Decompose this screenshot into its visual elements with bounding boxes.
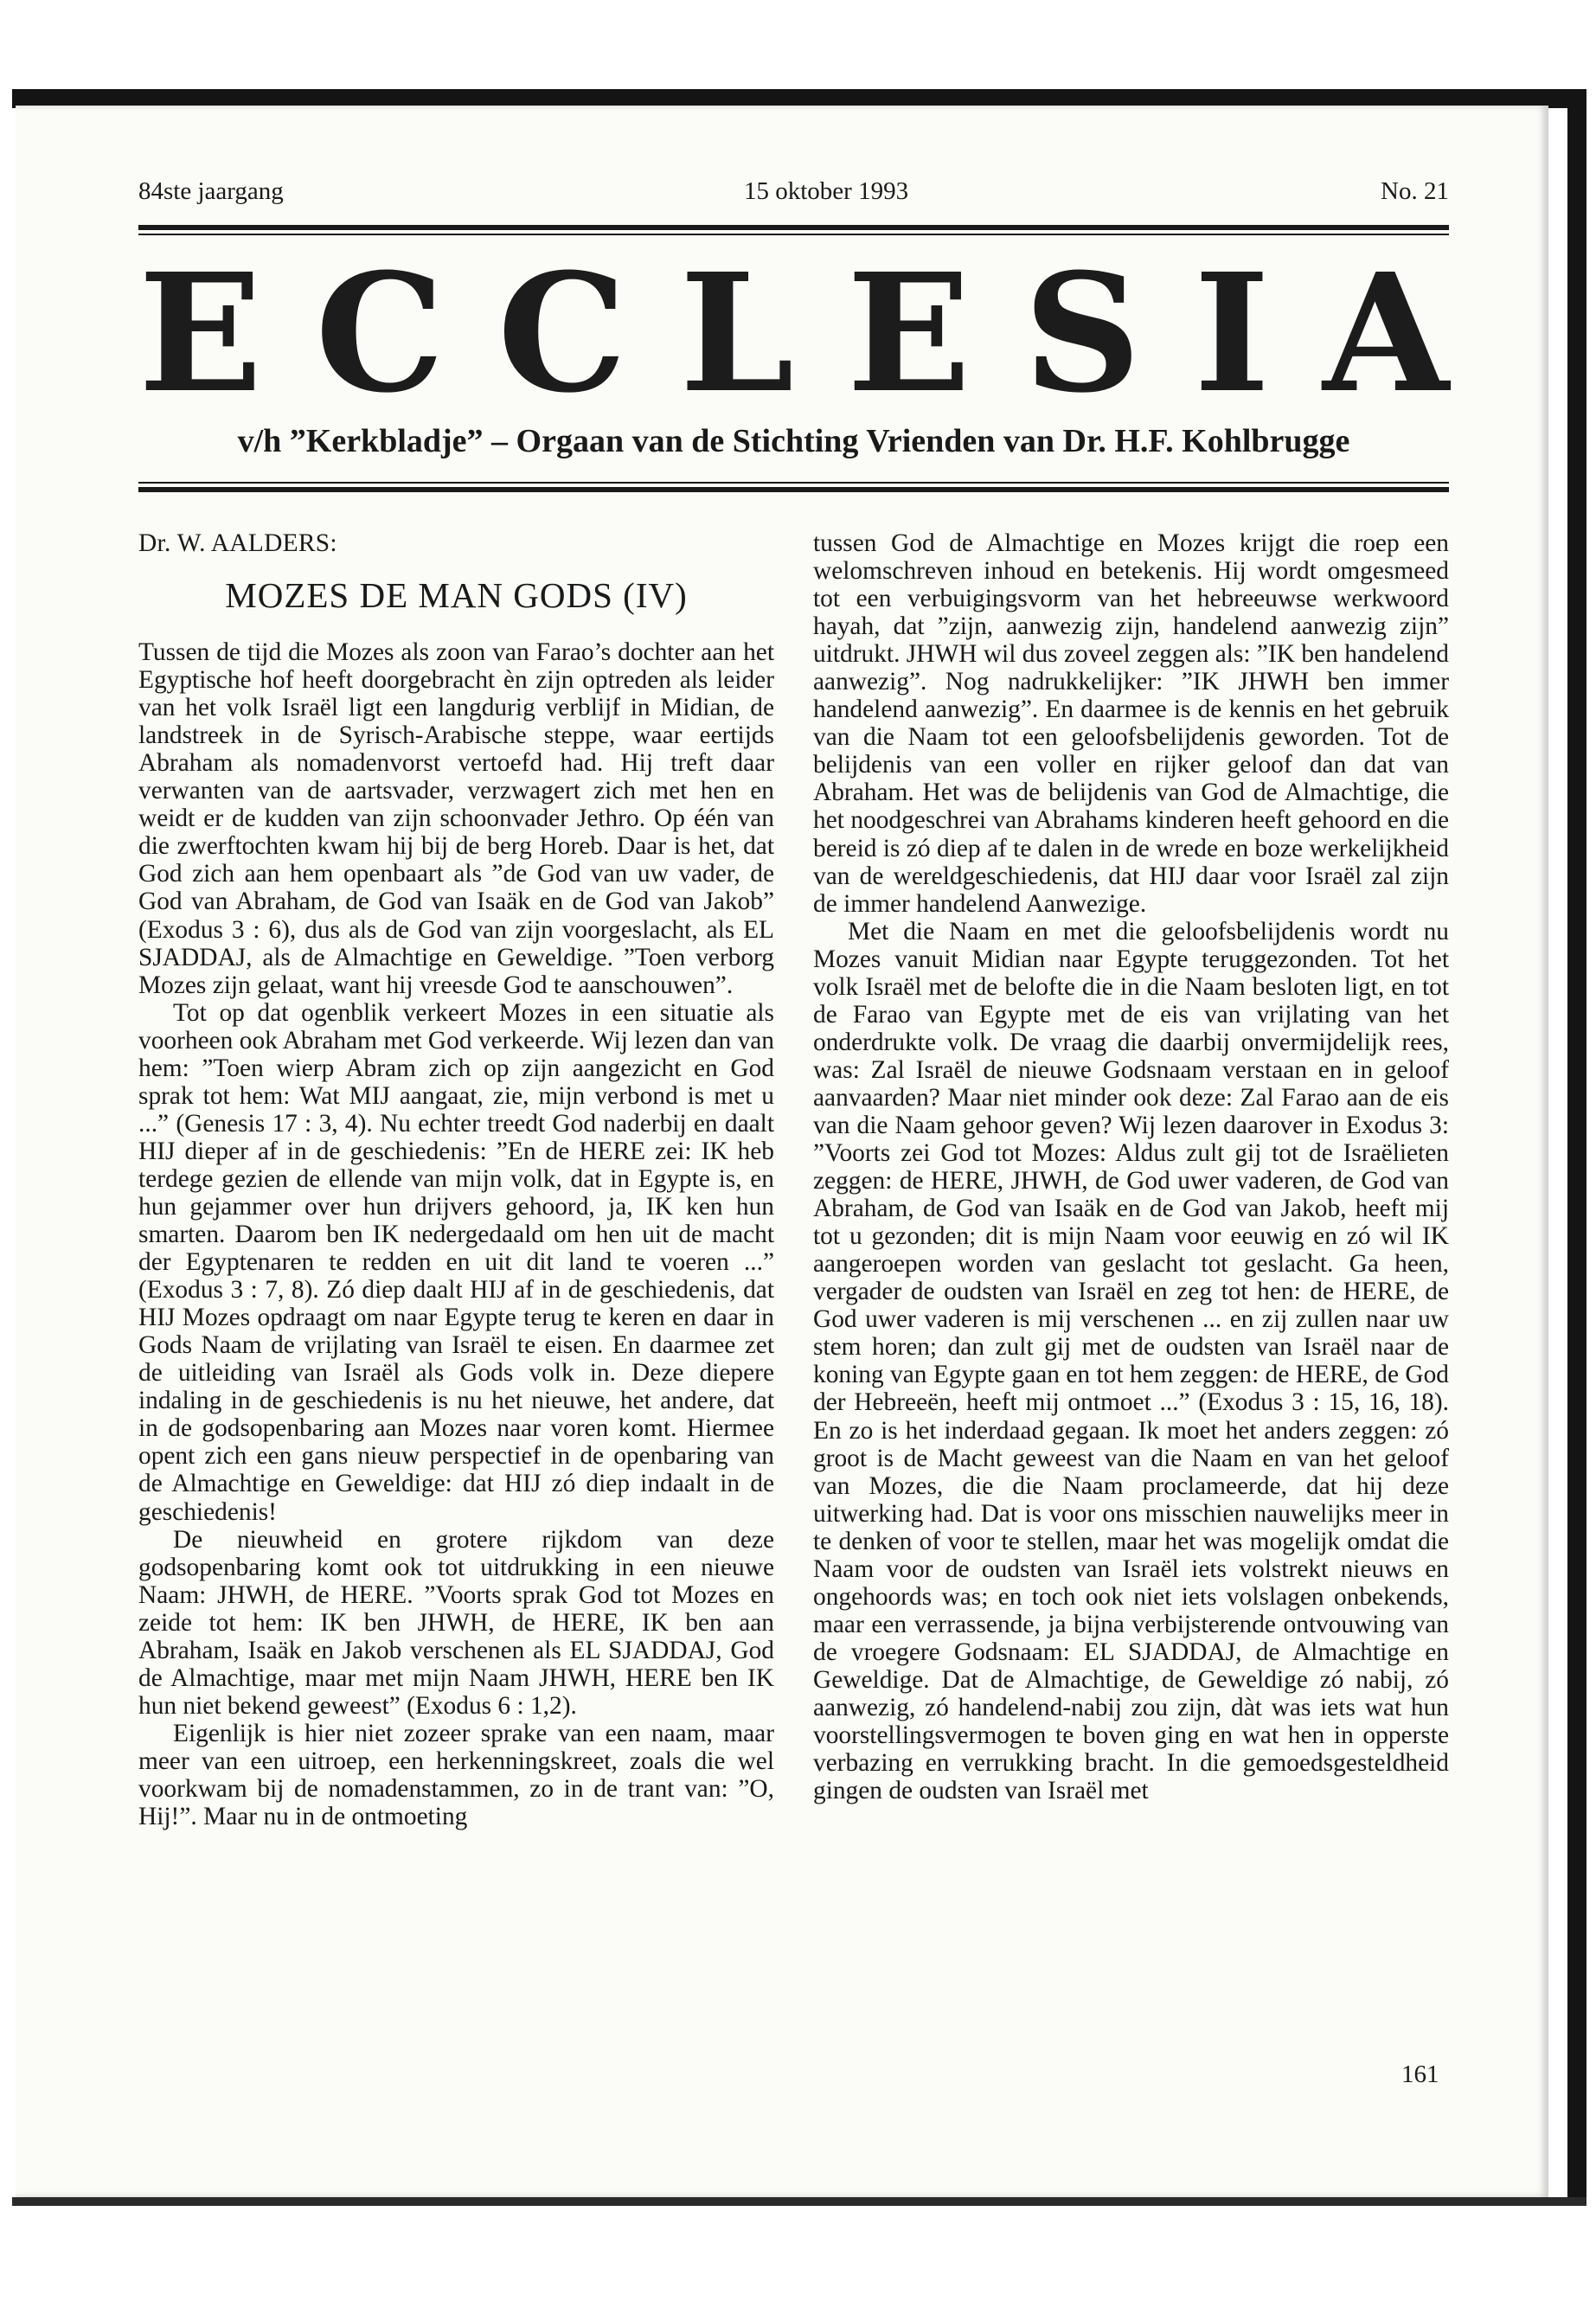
page-number: 161 [1401, 2061, 1439, 2088]
subtitle-rule-thick [138, 487, 1449, 492]
masthead-letter: C [497, 238, 627, 429]
issue-number: No. 21 [1381, 177, 1449, 205]
paragraph: Tot op dat ogenblik verkeert Mozes in een situatie als voorheen ook Abraham met God verkeerde. Wij lezen dan van hem: ”Toen wierp Abram zich op zijn aangezicht en God sprak tot hem: Wat MIJ aangaat, zie, mijn verbond is met u ...” (Genesis 17 : 3, 4). Nu echter treedt God naderbij en daalt HIJ dieper af in de geschiedenis: ”En de HERE zei: IK heb terdege gezien de ellende van mijn volk, dat in Egypte is, en hun gejammer over hun drijvers gehoord, ja, IK ken hun smarten. Daarom ben IK nedergedaald om hen uit de macht der Egyptenaren te redden en uit dit land te voeren ...” (Exodus 3 : 7, 8). Zó diep daalt HIJ af in de geschiedenis, dat HIJ Mozes opdraagt om naar Egypte terug te keren en daar in Gods Naam de vrijlating van Israël te eisen. En daarmee zet de uitleiding van Israël als Gods volk in. Deze diepere indaling in de geschiedenis is nu het nieuwe, het andere, dat in de godsopenbaring aan Mozes naar voren komt. Hiermee opent zich een gans nieuw perspectief in de openbaring van de Almachtige en Geweldige: dat HIJ zó diep indaalt in de geschiedenis! [138, 998, 774, 1526]
volume-label: 84ste jaargang [138, 177, 284, 205]
masthead-letter: A [1323, 238, 1449, 429]
article-author: Dr. W. AALDERS: [138, 529, 337, 557]
scan-border-right [1567, 89, 1586, 2200]
article-column-right [813, 529, 1449, 1804]
paragraph: tussen God de Almachtige en Mozes krijgt die roep een welomschreven inhoud en betekenis. Hij wordt omgesmeed tot een verbuigingsvorm van het hebreeuwse werkwoord hayah, dat ”zijn, aanwezig zijn, handelend aanwezig zijn” uitdrukt. JHWH wil dus zoveel zeggen als: ”IK ben handelend aanwezig”. Nog nadrukkelijker: ”IK JHWH ben immer handelend aanwezig”. En daarmee is de kennis en het gebruik van die Naam tot een geloofsbelijdenis geworden. Tot de belijdenis van een voller en rijker geloof dan dat van Abraham. Het was de belijdenis van God de Almachtige, die het noodgeschrei van Abrahams kinderen heeft gehoord en die bereid is zó diep af te dalen in de wrede en boze werkelijkheid van de wereldgeschiedenis, dat HIJ daar voor Israël zal zijn de immer handelend Aanwezige. [813, 529, 1449, 918]
subtitle-rule-thin [138, 482, 1449, 484]
article-title: MOZES DE MAN GODS (IV) [225, 575, 688, 616]
paragraph: Met die Naam en met die geloofsbelijdenis wordt nu Mozes vanuit Midian naar Egypte teruggezonden. Tot het volk Israël met de belofte die in die Naam besloten ligt, en tot de Farao van Egypte met de eis van vrijlating van het onderdrukte volk. De vraag die daarbij onvermijdelijk rees, was: Zal Israël de nieuwe Godsnaam verstaan en in geloof aanvaarden? Maar niet minder ook deze: Zal Farao aan de eis van die Naam gehoor geven? Wij lezen daarover in Exodus 3: ”Voorts zei God tot Mozes: Aldus zult gij tot de Israëlieten zeggen: de HERE, JHWH, de God uwer vaderen, de God van Abraham, de God van Isaäk en de God van Jakob, heeft mij tot u gezonden; dit is mijn Naam voor eeuwig en zó wil IK aangeroepen worden van geslacht tot geslacht. Ga heen, vergader de oudsten van Israël en zeg tot hen: de HERE, de God uwer vaderen is mij verschenen ... en zij zullen naar uw stem horen; dan zult gij met de oudsten van Israël naar de koning van Egypte gaan en tot hem zeggen: de HERE, de God der Hebreeën, heeft mij ontmoet ...” (Exodus 3 : 15, 16, 18). En zo is het inderdaad gegaan. Ik moet het anders zeggen: zó groot is de Macht geweest van die Naam en van het geloof van Mozes, die die Naam proclameerde, dat hij deze uitwerking had. Dat is voor ons misschien nauwelijks meer in te denken of voor te stellen, maar het was mogelijk omdat die Naam voor de oudsten van Israël iets volstrekt nieuws en ongehoords was; en toch ook niet iets volslagen onbekends, maar een verrassende, ja bijna verbijsterende ontvouwing van de vroegere Godsnaam: EL SJADDAJ, de Almachtige en Geweldige. Dat de Almachtige, de Geweldige zó nabij, zó aanwezig, zó handelend-nabij zou zijn, dàt was iets wat hun voorstellingsvermogen te boven ging en wat hen in opperste verbazing en verrukking bracht. In die gemoedsgesteldheid gingen de oudsten van Israël met [813, 917, 1449, 1805]
masthead-title [138, 238, 1449, 429]
masthead-letter: L [679, 238, 794, 429]
article-column-left [138, 529, 774, 1830]
issue-date: 15 oktober 1993 [744, 177, 909, 205]
paragraph: De nieuwheid en grotere rijkdom van deze godsopenbaring komt ook tot uitdrukking in een nieuwe Naam: JHWH, de HERE. ”Voorts sprak God tot Mozes en zeide tot hem: IK ben JHWH, de HERE, IK ben aan Abraham, Isaäk en Jakob verschenen als EL SJADDAJ, God de Almachtige, maar met mijn Naam JHWH, HERE ben IK hun niet bekend geweest” (Exodus 6 : 1,2). [138, 1525, 774, 1720]
running-header [138, 177, 1449, 212]
paragraph: Tussen de tijd die Mozes als zoon van Farao’s dochter aan het Egyptische hof heeft doorgebracht èn zijn optreden als leider van het volk Israël ligt een langdurig verblijf in Midian, de landstreek in de Syrisch-Arabische steppe, waar eertijds Abraham als nomadenvorst vertoefd had. Hij treft daar verwanten van de aartsvader, verzwagert zich met hen en weidt er de kudden van zijn schoonvader Jethro. Op één van die zwerftochten kwam hij bij de berg Horeb. Daar is het, dat God zich aan hem openbaart als ”de God van uw vader, de God van Abraham, de God van Isaäk en de God van Jakob” (Exodus 3 : 6), dus als de God van zijn voorgeslacht, als EL SJADDAJ, als de Almachtige en Geweldige. ”Toen verborg Mozes zijn gelaat, want hij vreesde God te aanschouwen”. [138, 638, 774, 999]
masthead-letter: S [1023, 238, 1142, 429]
masthead-letter: E [138, 238, 263, 429]
masthead-letter: I [1194, 238, 1271, 429]
masthead-subtitle: v/h ”Kerkbladje” – Orgaan van de Stichting Vrienden van Dr. H.F. Kohlbrugge [237, 423, 1350, 459]
paragraph: Eigenlijk is hier niet zozeer sprake van een naam, maar meer van een uitroep, een herkenningskreet, zoals die wel voorkwam bij de nomadenstammen, zo in de trant van: ”O, Hij!”. Maar nu in de ontmoeting [138, 1719, 774, 1831]
masthead-letter: E [846, 238, 971, 429]
header-rule-thick [138, 225, 1449, 230]
scan-border-bottom [12, 2197, 1586, 2206]
header-rule-thin [138, 234, 1449, 235]
masthead-letter: C [315, 238, 445, 429]
